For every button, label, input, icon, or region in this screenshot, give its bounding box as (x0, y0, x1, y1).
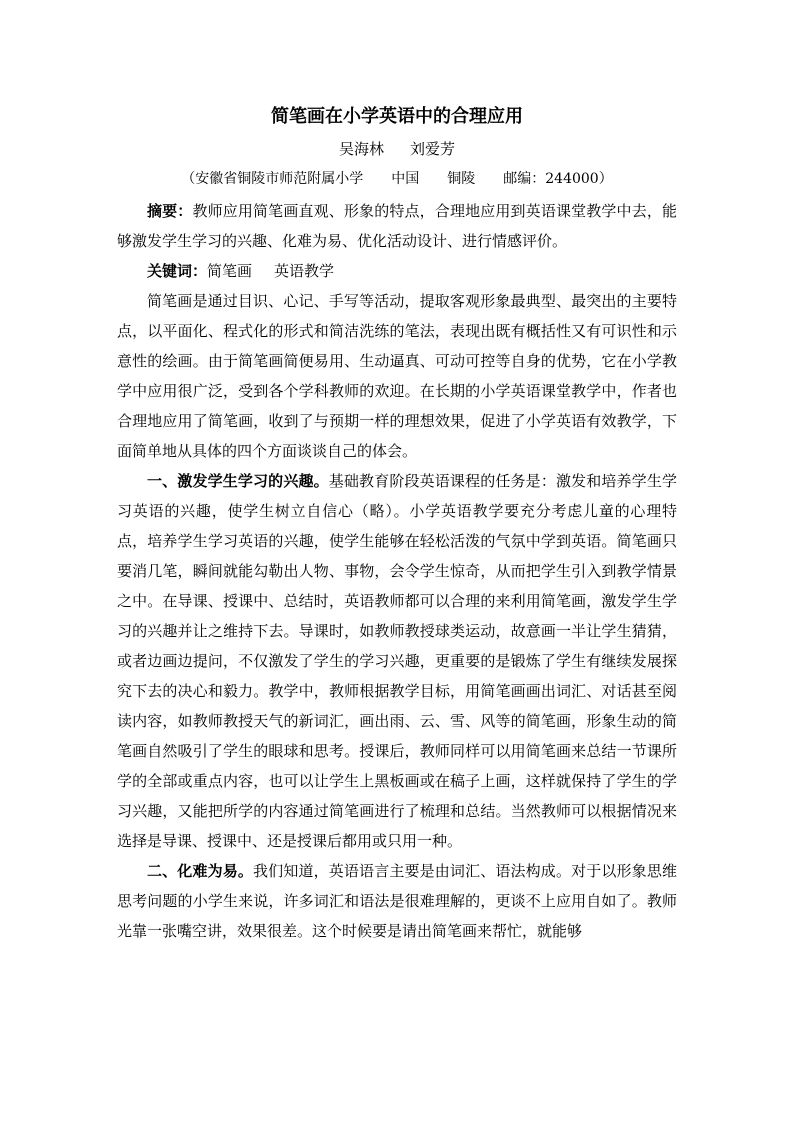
section-text: 基础教育阶段英语课程的任务是：激发和培养学生学习英语的兴趣，使学生树立自信心（略）。小学英语教学要充分考虑儿童的心理特点，培养学生学习英语的兴趣，使学生能够在轻松活泼的气氛中学到英语。简笔画只要消几笔，瞬间就能勾勒出人物、事物，会令学生惊奇，从而把学生引入到教学情景之中。在导课、授课中、总结时，英语教师都可以合理的来利用简笔画，激发学生学习的兴趣并让之维持下去。导课时，如教师教授球类运动，故意画一半让学生猜猜，或者边画边提问，不仅激发了学生的学习兴趣，更重要的是锻炼了学生有继续发展探究下去的决心和毅力。教学中，教师根据教学目标，用简笔画画出词汇、对话甚至阅读内容，如教师教授天气的新词汇，画出雨、云、雪、风等的简笔画，形象生动的简笔画自然吸引了学生的眼球和思考。授课后，教师同样可以用简笔画来总结一节课所学的全部或重点内容，也可以让学生上黑板画或在稿子上画，这样就保持了学生的学习兴趣，又能把所学的内容通过简笔画进行了梳理和总结。当然教师可以根据情况来选择是导课、授课中、还是授课后都用或只用一种。 (117, 472, 677, 850)
keywords-paragraph (117, 256, 677, 286)
article-title: 简笔画在小学英语中的合理应用 (271, 106, 523, 127)
section-paragraph (117, 466, 677, 856)
abstract-label: 摘要： (147, 202, 193, 220)
abstract-text: 教师应用简笔画直观、形象的特点，合理地应用到英语课堂教学中去，能够激发学生学习的兴趣、化难为易、优化活动设计、进行情感评价。 (117, 202, 677, 250)
keywords-label: 关键词： (147, 262, 208, 280)
author-line (117, 138, 677, 160)
keyword: 英语教学 (274, 262, 335, 280)
abstract-paragraph (117, 196, 677, 256)
section-heading: 二、化难为易。 (147, 862, 254, 880)
keyword: 简笔画 (207, 262, 253, 280)
section-text: 我们知道，英语语言主要是由词汇、语法构成。对于以形象思维思考问题的小学生来说，许多词汇和语法是很难理解的，更谈不上应用自如了。教师光靠一张嘴空讲，效果很差。这个时候要是请出简笔画来帮忙，就能够 (117, 862, 677, 940)
document-page (117, 100, 677, 946)
author-name: 吴海林 (338, 140, 384, 158)
section-paragraph (117, 856, 677, 946)
author-name: 刘爱芳 (410, 140, 456, 158)
intro-paragraph: 简笔画是通过目识、心记、手写等活动，提取客观形象最典型、最突出的主要特点，以平面化、程式化的形式和简洁洗练的笔法，表现出既有概括性又有可识性和示意性的绘画。由于简笔画简便易用、生动逼真、可动可控等自身的优势，它在小学教学中应用很广泛，受到各个学科教师的欢迎。在长期的小学英语课堂教学中，作者也合理地应用了简笔画，收到了与预期一样的理想效果，促进了小学英语有效教学，下面简单地从具体的四个方面谈谈自己的体会。 (117, 292, 677, 460)
section-heading: 一、激发学生学习的兴趣。 (147, 472, 329, 490)
affiliation: （安徽省铜陵市师范附属小学 中国 铜陵 邮编：244000） (181, 171, 613, 187)
